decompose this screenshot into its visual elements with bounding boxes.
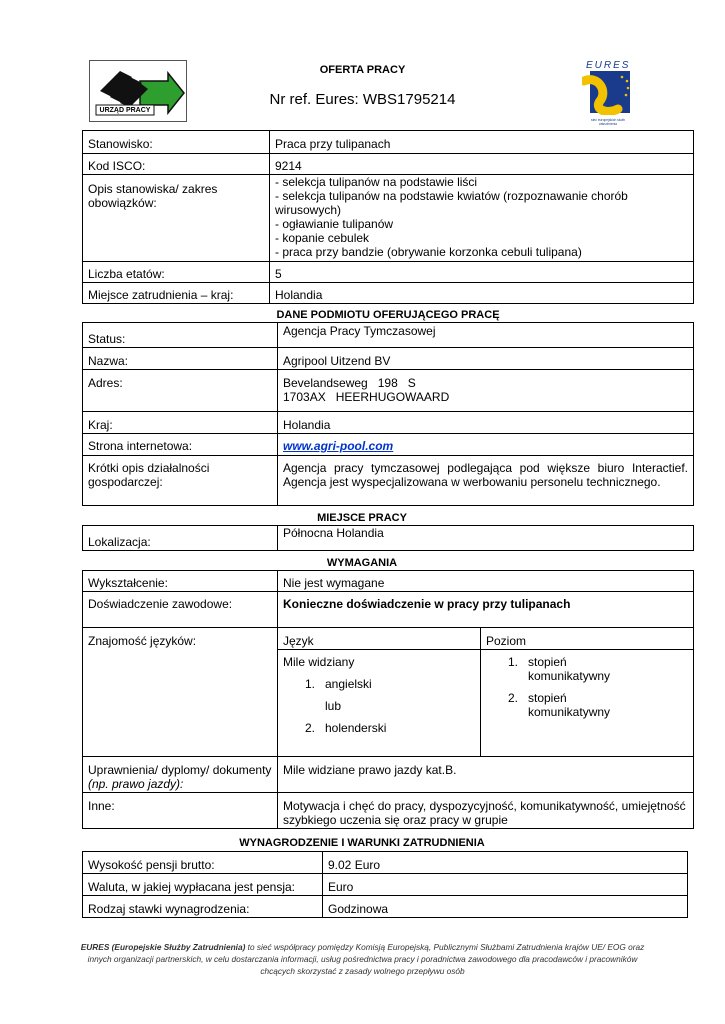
etaty-value: 5 — [270, 262, 694, 283]
salary-table — [82, 851, 688, 918]
opis-dzialalnosci-value: Agencja pracy tymczasowej podlegająca pod większe biuro Interactief. Agencja jest wyspecjalizowana w werbowaniu personelu technicznego. — [278, 456, 694, 506]
adres-label: Adres: — [83, 370, 278, 412]
opis-item: - selekcja tulipanów na podstawie kwiatów (rozpoznawanie chorób wirusowych) — [275, 189, 628, 217]
adres-value — [278, 370, 694, 412]
opis-list — [270, 175, 694, 262]
employer-table — [82, 322, 694, 506]
www-label: Strona internetowa: — [83, 434, 278, 456]
poziom-value: stopień komunikatywny — [528, 691, 611, 719]
uprawnienia-label-example: (np. prawo jazdy): — [88, 777, 184, 791]
requirements-section-title: WYMAGANIA — [326, 557, 398, 569]
etaty-label: Liczba etatów: — [83, 262, 270, 283]
poziom-list — [481, 650, 694, 757]
kraj-value: Holandia — [270, 283, 694, 304]
workplace-section-title: MIEJSCE PRACY — [317, 512, 407, 524]
stawka-label: Rodzaj stawki wynagrodzenia: — [83, 896, 323, 918]
pensja-value: 9.02 Euro — [323, 852, 688, 874]
footer-note — [80, 941, 645, 977]
footer-bold: EURES (Europejskie Służby Zatrudnienia) — [80, 942, 246, 952]
www-cell — [278, 434, 694, 456]
jezyk-lub: lub — [325, 699, 342, 713]
workplace-table — [82, 525, 694, 551]
opis-dzialalnosci-label: Krótki opis działalności gospodarczej: — [83, 456, 278, 506]
isco-label: Kod ISCO: — [83, 154, 270, 175]
opis-item: - selekcja tulipanów na podstawie liści — [275, 175, 478, 189]
eures-logo-subtext: sieć europejskich służb zatrudnienia — [591, 118, 625, 126]
inne-label: Inne: — [83, 793, 278, 829]
lokalizacja-value: Północna Holandia — [278, 526, 694, 551]
waluta-value: Euro — [323, 874, 688, 896]
urzad-pracy-logo — [89, 60, 187, 122]
doswiadczenie-label: Doświadczenie zawodowe: — [83, 592, 278, 628]
kraj-label: Miejsce zatrudnienia – kraj: — [83, 283, 270, 304]
opis-label: Opis stanowiska/ zakres obowiązków: — [83, 175, 270, 262]
adres-line: 1703AX HEERHUGOWAARD — [283, 390, 450, 404]
pensja-label: Wysokość pensji brutto: — [83, 852, 323, 874]
jezyki-label: Znajomość języków: — [83, 628, 278, 757]
reference-number: Nr ref. Eures: WBS1795214 — [269, 91, 456, 108]
opis-item: - praca przy bandzie (obrywanie korzonka cebuli tulipana) — [275, 245, 582, 259]
kraj-value: Holandia — [278, 412, 694, 434]
eures-logo-text: EURES — [586, 60, 631, 71]
inne-value: Motywacja i chęć do pracy, dyspozycyjność, komunikatywność, umiejętność szybkiego uczenia się oraz pracy w grupie — [278, 793, 694, 829]
eures-logo-graphic — [582, 71, 634, 115]
eures-logo — [582, 60, 634, 130]
salary-section-title: WYNAGRODZENIE I WARUNKI ZATRUDNIENIA — [239, 837, 485, 849]
stanowisko-label: Stanowisko: — [83, 131, 270, 154]
uprawnienia-label-text: Uprawnienia/ dyplomy/ dokumenty — [88, 763, 272, 777]
jezyk-holenderski: holenderski — [325, 721, 387, 735]
waluta-label: Waluta, w jakiej wypłacana jest pensja: — [83, 874, 323, 896]
poziom-item-2: 2. stopień komunikatywny — [486, 691, 688, 719]
stawka-value: Godzinowa — [323, 896, 688, 918]
nazwa-value: Agripool Uitzend BV — [278, 348, 694, 370]
poziom-header: Poziom — [481, 628, 694, 650]
jezyk-list — [278, 650, 481, 757]
uprawnienia-label — [83, 757, 278, 793]
opis-item: - ogławianie tulipanów — [275, 217, 394, 231]
adres-line: Bevelandseweg 198 S — [283, 376, 416, 390]
jezyk-angielski: angielski — [325, 677, 372, 691]
jezyk-item-2: 2. holenderski — [305, 721, 387, 735]
jezyk-mile: Mile widziany — [283, 655, 355, 669]
page-title: OFERTA PRACY — [319, 64, 406, 76]
wyksztalcenie-label: Wykształcenie: — [83, 571, 278, 592]
nazwa-label: Nazwa: — [83, 348, 278, 370]
uprawnienia-value: Mile widziane prawo jazdy kat.B. — [278, 757, 694, 793]
urzad-pracy-logo-text: URZĄD PRACY — [99, 107, 151, 114]
opis-item: - kopanie cebulek — [275, 231, 370, 245]
footer-text: to sieć współpracy pomiędzy Komisją Europejską, Publicznymi Służbami Zatrudnienia krajów UE/ EOG oraz innych organizacji partnerskich, w celu dostarczania informacji, usług pośrednictwa pracy i poradnictwa zawodowego dla pracodawców i pracowników chcących skorzystać z zasady wolnego przepływu osób — [87, 942, 645, 976]
job-info-table — [82, 130, 694, 304]
status-value: Agencja Pracy Tymczasowej — [278, 323, 694, 348]
poziom-value: stopień komunikatywny — [528, 655, 611, 683]
www-link[interactable]: www.agri-pool.com — [283, 439, 394, 453]
kraj-label: Kraj: — [83, 412, 278, 434]
isco-value: 9214 — [270, 154, 694, 175]
jezyk-header: Język — [278, 628, 481, 650]
requirements-table — [82, 570, 694, 829]
stanowisko-value: Praca przy tulipanach — [270, 131, 694, 154]
wyksztalcenie-value: Nie jest wymagane — [278, 571, 694, 592]
poziom-item-1: 1. stopień komunikatywny — [486, 655, 688, 683]
employer-section-title: DANE PODMIOTU OFERUJĄCEGO PRACĘ — [276, 309, 500, 321]
lokalizacja-label: Lokalizacja: — [83, 526, 278, 551]
jezyk-item-1: 1. angielski — [305, 677, 372, 691]
doswiadczenie-value: Konieczne doświadczenie w pracy przy tulipanach — [278, 592, 694, 628]
status-label: Status: — [83, 323, 278, 348]
